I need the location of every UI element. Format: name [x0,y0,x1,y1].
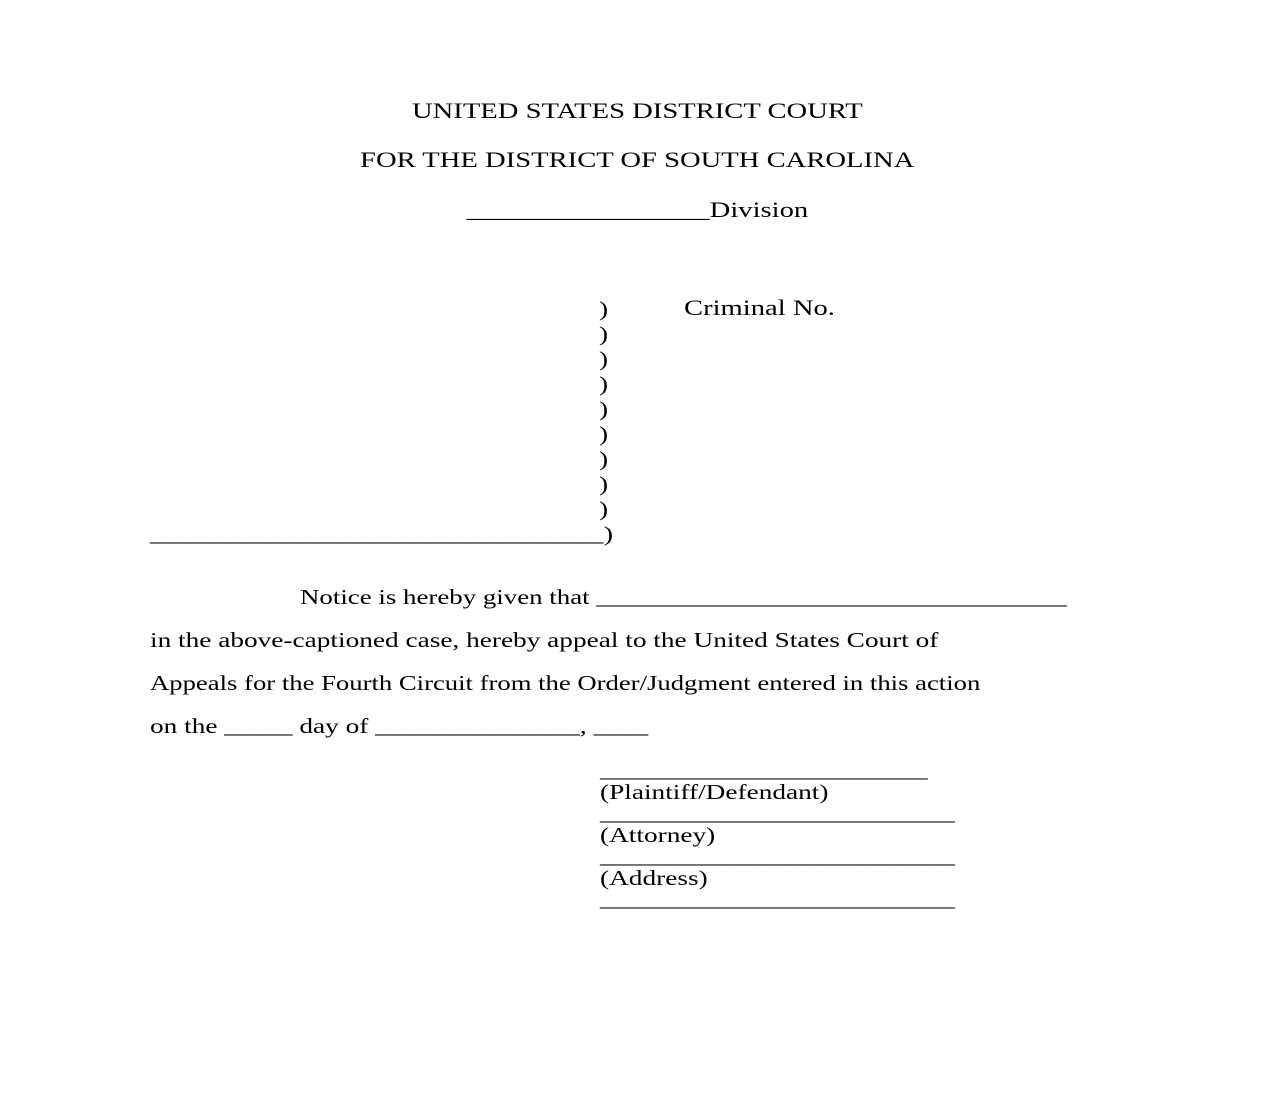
caption-paren: ) [599,397,609,421]
signature-line-address: __________________________ [600,844,955,868]
caption-paren: ) [599,422,609,446]
criminal-no-label: Criminal No. [684,295,835,320]
party-name-line: ________________________________) [150,522,614,546]
address-label: (Address) [600,866,708,890]
notice-line-3: Appeals for the Fourth Circuit from the Order/Judgment entered in this action [150,671,981,695]
caption-paren: ) [599,447,609,471]
plaintiff-defendant-label: (Plaintiff/Defendant) [600,780,829,804]
attorney-label: (Attorney) [600,823,716,847]
caption-paren: ) [599,372,609,396]
division-line [0,198,1275,222]
address-line: __________________________ [600,887,955,911]
district-title-text: FOR THE DISTRICT OF SOUTH CAROLINA [360,147,915,172]
caption-paren: ) [599,497,609,521]
signature-line-plaintiff: ________________________ [600,758,928,782]
court-title-text: UNITED STATES DISTRICT COURT [412,98,863,123]
notice-line-4: on the _____ day of _______________, ____ [150,714,649,738]
signature-line-attorney: __________________________ [600,801,955,825]
notice-line-1: Notice is hereby given that ___________________________________ [300,585,1067,609]
caption-paren: ) [599,297,609,321]
court-title [0,99,1275,123]
notice-line-2: in the above-captioned case, hereby appeal to the United States Court of [150,628,939,652]
caption-paren: ) [599,322,609,346]
district-title [0,148,1275,172]
division-text: _________________Division [466,197,809,222]
caption-paren: ) [599,347,609,371]
caption-paren: ) [599,472,609,496]
